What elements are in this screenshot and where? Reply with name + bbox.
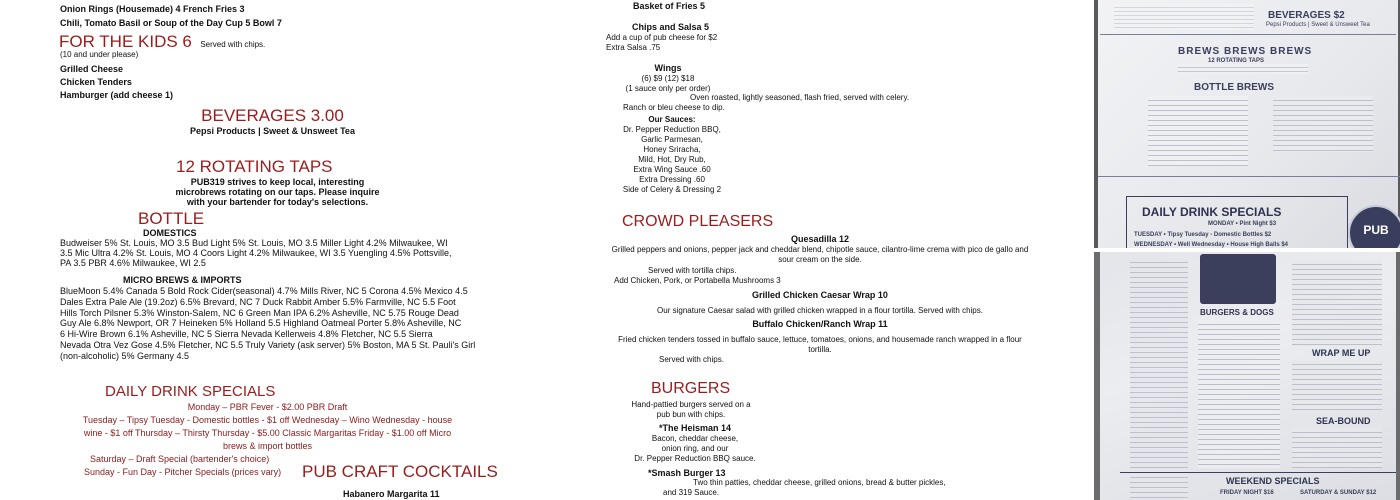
buffalo-wrap-served: Served with chips. [659, 355, 724, 364]
burgers-intro-line: pub bun with chips. [656, 410, 726, 419]
domestics-line: PA 3.5 PBR 4.6% Milwaukee, WI 2.5 [60, 258, 206, 268]
domestics-line: Budweiser 5% St. Louis, MO 3.5 Bud Light 5% St. Louis, MO 3.5 Miller Light 4.2% Milwaukee, WI [60, 238, 448, 248]
micro-line: Guy Ale 6.8% Newport, OR 7 Heineken 5% Holland 5.5 Highland Oatmeal Porter 5.8% Asheville, NC [60, 318, 462, 329]
domestics-line: 3.5 Mic Ultra 4.2% St. Louis, MO 4 Coors Light 4.2% Milwaukee, WI 3.5 Yuengling 4.5% Pottsville, [60, 248, 452, 258]
kids-item: Chicken Tenders [60, 77, 132, 87]
smash-burger-desc: and 319 Sauce. [663, 488, 720, 497]
burgers-intro-line: Hand-pattied burgers served on a [631, 400, 751, 409]
wings-note: (1 sauce only per order) [625, 84, 711, 93]
chips-title: Chips and Salsa 5 [632, 22, 710, 32]
daily-specials-line: wine - $1 off Thursday – Thirsty Thursday - $5.00 Classic Margaritas Friday - $1.00 off Micro [83, 428, 452, 438]
divider [1100, 34, 1396, 35]
photo-daily-line: TUESDAY • Tipsy Tuesday - Domestic Bottles $2 [1134, 232, 1272, 238]
micro-line: Nevada Otra Vez Gose 4.5% Fletcher, NC 5.5 Truly Variety (ask server) 5% Boston, MA 5 St. Pauli's Girl [60, 339, 476, 350]
sauces-section [612, 115, 732, 195]
chips-line: Add a cup of pub cheese for $2 [606, 33, 718, 42]
kids-age-note: (10 and under please) [60, 50, 139, 59]
sauce-item: Extra Dressing .60 [639, 175, 705, 184]
basket-of-fries: Basket of Fries 5 [633, 1, 706, 11]
photo-text-lines [1273, 96, 1373, 152]
photo-wrap-heading: WRAP ME UP [1312, 348, 1371, 358]
caesar-wrap-name: Grilled Chicken Caesar Wrap 10 [752, 290, 888, 300]
caesar-wrap-desc: Our signature Caesar salad with grilled chicken wrapped in a flour tortilla. Served with chips. [657, 306, 983, 315]
wings-section [610, 63, 726, 94]
photo-text-lines [1148, 96, 1248, 166]
quesadilla-desc: Grilled peppers and onions, pepper jack and cheddar blend, chipotle sauce, cilantro-lime crema with pico de gallo and [611, 245, 1029, 254]
soup-line: Chili, Tomato Basil or Soup of the Day Cup 5 Bowl 7 [60, 18, 282, 28]
micro-list [60, 286, 476, 362]
quesadilla-desc: sour cream on the side. [778, 255, 862, 264]
micro-line: 6 Hi-Wire Brown 6.1% Asheville, NC 5 Sierra Nevada Kellerweis 4.8% Fletcher, NC 5.5 Sierra [60, 329, 433, 340]
photo-text-lines [1178, 64, 1308, 74]
wings-title: Wings [654, 63, 682, 73]
photo-text-lines [1198, 320, 1280, 468]
sauce-item: Mild, Hot, Dry Rub, [638, 155, 706, 164]
crowd-pleasers-title: CROWD PLEASERS [622, 213, 774, 230]
beverages-subtitle: Pepsi Products | Sweet & Unsweet Tea [190, 126, 355, 136]
sauce-item: Dr. Pepper Reduction BBQ, [623, 125, 721, 134]
wings-price: (6) $9 (12) $18 [641, 74, 695, 83]
menu-paper [1098, 0, 1398, 248]
photo-daily-heading: DAILY DRINK SPECIALS [1142, 205, 1282, 219]
menu-photo-bottom [1094, 252, 1400, 500]
taps-title: 12 ROTATING TAPS [176, 157, 333, 176]
cocktail-item: Habanero Margarita 11 [343, 489, 440, 499]
heisman-item [625, 423, 765, 464]
photo-daily-line: WEDNESDAY • Well Wednesday • House High Balls $4 [1134, 242, 1289, 248]
photo-weekend-line: FRIDAY NIGHT $16 [1220, 490, 1274, 496]
heisman-line: Bacon, cheddar cheese, [651, 434, 739, 443]
smash-burger-name: *Smash Burger 13 [648, 468, 726, 478]
beverages-title: BEVERAGES 3.00 [201, 106, 344, 125]
photo-badge [1200, 254, 1276, 304]
pub-logo-text: PUB [1363, 223, 1389, 237]
menu-paper [1100, 252, 1396, 500]
sides-line: Onion Rings (Housemade) 4 French Fries 3 [60, 4, 245, 14]
photo-text-lines [1292, 260, 1382, 346]
sauce-item: Honey Sriracha, [643, 145, 701, 154]
daily-specials-line: brews & import bottles [222, 441, 313, 451]
micro-line: (non-alcoholic) 5% Germany 4.5 [60, 350, 190, 361]
daily-specials-line: Tuesday – Tipsy Tuesday - Domestic bottles - $1 off Wednesday – Wino Wednesday - house [82, 415, 453, 425]
daily-specials-title: DAILY DRINK SPECIALS [105, 383, 276, 400]
micro-line: Hills Torch Pilsner 5.3% Winston-Salem, NC 6 Green Man IPA 6.2% Asheville, NC 5.75 Rouge Dead [60, 307, 459, 318]
photo-beverages-sub: Pepsi Products | Sweet & Unsweet Tea [1266, 22, 1370, 28]
kids-note: Served with chips. [200, 40, 266, 49]
domestics-heading: DOMESTICS [143, 228, 197, 238]
chips-line: Extra Salsa .75 [606, 43, 661, 52]
photo-bottle-heading: BOTTLE BREWS [1194, 82, 1274, 93]
photo-brews-heading: BREWS BREWS BREWS [1178, 46, 1313, 57]
quesadilla-served: Served with tortilla chips. [648, 266, 737, 275]
sauces-heading: Our Sauces: [648, 115, 696, 124]
caesar-wrap-item [610, 290, 1030, 316]
buffalo-wrap-desc: Fried chicken tenders tossed in buffalo sauce, lettuce, tomatoes, onions, and housemade ranch wrapped in a flour [618, 335, 1022, 344]
photo-weekend-heading: WEEKEND SPECIALS [1226, 476, 1320, 486]
taps-section [150, 157, 405, 207]
photo-text-lines [1292, 428, 1382, 468]
sauce-item: Garlic Parmesan, [641, 135, 703, 144]
photo-beverages-heading: BEVERAGES $2 [1268, 10, 1345, 21]
cocktails-title: PUB CRAFT COCKTAILS [302, 462, 498, 481]
heisman-line: Dr. Pepper Reduction BBQ sauce. [634, 454, 756, 463]
photo-text-lines [1292, 360, 1382, 410]
daily-specials-line: Sunday - Fun Day - Pitcher Specials (prices vary) [84, 467, 282, 477]
smash-burger-desc: Two thin patties, cheddar cheese, grilled onions, bread & butter pickles, [693, 478, 946, 487]
quesadilla-item [610, 234, 1030, 265]
photo-text-lines [1114, 4, 1254, 30]
buffalo-wrap-name: Buffalo Chicken/Ranch Wrap 11 [752, 319, 888, 329]
domestics-list [60, 238, 460, 268]
sauce-item: Side of Celery & Dressing 2 [622, 185, 722, 194]
burgers-title: BURGERS [651, 380, 731, 397]
taps-line: PUB319 strives to keep local, interesting [190, 177, 365, 187]
quesadilla-add: Add Chicken, Pork, or Portabella Mushrooms 3 [614, 276, 781, 285]
burgers-intro [620, 400, 762, 420]
heisman-line: onion ring, and our [661, 444, 729, 453]
photo-taps-heading: 12 ROTATING TAPS [1208, 58, 1265, 64]
photo-weekend-line: SATURDAY & SUNDAY $12 [1300, 490, 1377, 496]
kids-item: Grilled Cheese [60, 64, 124, 74]
menu-photo-top [1094, 0, 1400, 248]
taps-line: microbrews rotating on our taps. Please inquire [175, 187, 380, 197]
bottle-title: BOTTLE [138, 209, 205, 228]
micro-line: Dales Extra Pale Ale (19.2oz) 6.5% Brevard, NC 7 Duck Rabbit Amber 5.5% Farmville, NC 5.5 Foot [60, 296, 456, 307]
beverages-section [160, 106, 385, 137]
daily-specials-line: Monday – PBR Fever - $2.00 PBR Draft [187, 402, 348, 412]
heisman-name: *The Heisman 14 [658, 423, 732, 433]
kids-item: Hamburger (add cheese 1) [60, 90, 174, 100]
pub-logo [1348, 205, 1400, 248]
micro-line: BlueMoon 5.4% Canada 5 Bold Rock Cider(seasonal) 4.7% Mills River, NC 5 Corona 4.5% Mexico 4.5 [60, 286, 468, 296]
photo-sea-heading: SEA-BOUND [1316, 416, 1371, 426]
photo-text-lines [1130, 258, 1188, 498]
kids-header [59, 32, 265, 52]
wings-dip: Ranch or bleu cheese to dip. [623, 103, 725, 112]
taps-line: with your bartender for today's selections. [186, 197, 369, 207]
daily-specials-line: Saturday – Draft Special (bartender's choice) [90, 454, 270, 464]
divider [1098, 176, 1400, 177]
kids-title: FOR THE KIDS 6 [59, 32, 192, 51]
photo-burgers-heading: BURGERS & DOGS [1200, 308, 1274, 317]
photo-daily-line: MONDAY • Pint Night $3 [1208, 221, 1277, 227]
buffalo-wrap-item [610, 319, 1030, 355]
wings-desc: Oven roasted, lightly seasoned, flash fried, served with celery. [690, 93, 910, 102]
quesadilla-name: Quesadilla 12 [790, 234, 850, 244]
buffalo-wrap-desc: tortilla. [808, 345, 832, 354]
micro-heading: MICRO BREWS & IMPORTS [123, 275, 242, 285]
sauce-item: Extra Wing Sauce .60 [633, 165, 711, 174]
